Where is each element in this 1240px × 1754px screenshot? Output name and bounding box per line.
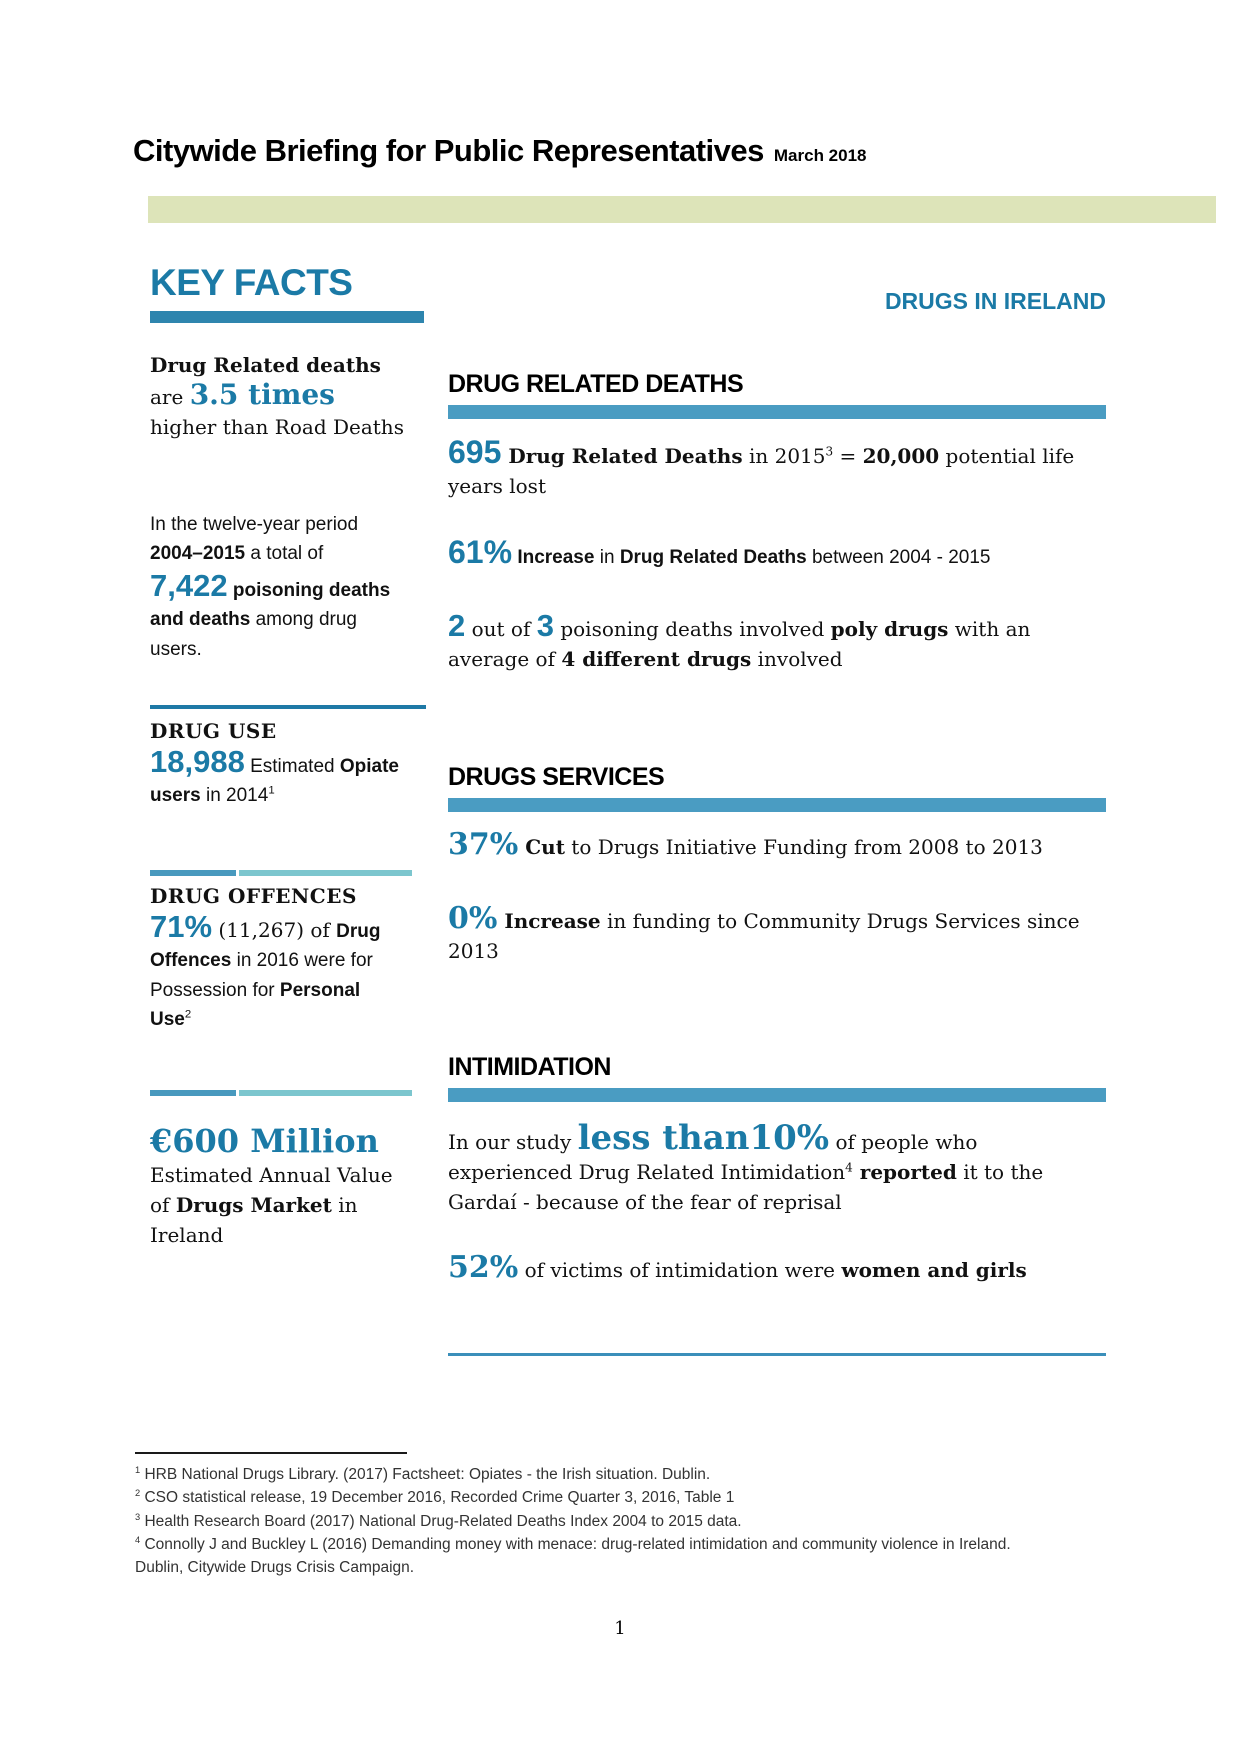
fact-poly-drugs: 2 out of 3 poisoning deaths involved poly drugs with an average of 4 different drugs involved (448, 607, 1031, 671)
divider-drug-use (150, 705, 426, 709)
fact-37-cut: 37% Cut to Drugs Initiative Funding from 2008 to 2013 (448, 827, 1043, 862)
funding-percent: 0% (448, 901, 498, 936)
poly-number-2: 2 (448, 607, 466, 643)
drugs-in-ireland-title: DRUGS IN IRELAND (884, 288, 1106, 314)
drug-use-label: DRUG USE (150, 719, 277, 743)
key-facts-underline (150, 311, 424, 323)
page-number: 1 (614, 1618, 626, 1639)
footnote-ref-2: 2 (184, 1008, 192, 1021)
fact-reporting: In our study less than10% of people who experienced Drug Related Intimidation$^4$ reported it to the Gardaí - because of the fear of reprisal (448, 1118, 1044, 1215)
title-date: March 2018 (773, 146, 867, 165)
footnote-1: $^1$ HRB National Drugs Library. (2017) Factsheet: Opiates - the Irish situation. Dublin. (135, 1464, 711, 1483)
victims-percent: 52% (448, 1250, 519, 1286)
left-column (150, 262, 405, 1412)
footnote-ref-4: 4 (845, 1160, 853, 1175)
fact-road-deaths: Drug Related deaths are 3.5 times higher than Road Deaths (150, 353, 404, 439)
fact-poisoning-deaths: In the twelve-year period 2004–2015 a total of 7,422 poisoning deaths and deaths among drug users. (150, 514, 391, 660)
drug-related-deaths-heading: DRUG RELATED DEATHS (448, 370, 744, 398)
document-title (133, 133, 867, 169)
key-facts-title: KEY FACTS (150, 262, 353, 303)
section-intimidation (448, 1053, 1106, 1285)
reporting-percent: less than10% (577, 1118, 830, 1158)
drug-offences-number: 71% (150, 909, 213, 944)
fact-drugs-market: €600 Million Estimated Annual Value of Drugs Market in Ireland (150, 1122, 393, 1247)
drugs-services-bar (448, 798, 1106, 812)
poly-number-3: 3 (536, 607, 554, 643)
footnote-ref-3: 3 (825, 444, 834, 459)
drugs-market-number: €600 Million (150, 1122, 379, 1160)
fact-victims: 52% of victims of intimidation were women and girls (448, 1250, 1027, 1286)
footnote-2: $^2$ CSO statistical release, 19 December 2016, Recorded Crime Quarter 3, 2016, Table 1 (135, 1488, 735, 1507)
fact-drug-use: DRUG USE 18,988 Estimated Opiate users in 2014$^1$ (150, 719, 405, 811)
intimidation-bar (448, 1088, 1106, 1102)
fact-road-deaths-lead: Drug Related deaths (150, 353, 381, 377)
increase-percent: 61% (448, 534, 513, 570)
key-facts-block (150, 262, 424, 323)
footnotes (135, 1452, 1035, 1579)
intimidation-heading: INTIMIDATION (448, 1053, 611, 1081)
fact-poisoning-number: 7,422 (150, 567, 228, 603)
divider-drugs-market (150, 1090, 412, 1096)
section-drugs-services (448, 763, 1106, 966)
footnote-ref-1: 1 (268, 785, 275, 798)
cut-percent: 37% (448, 827, 519, 862)
fact-695-deaths: 695 Drug Related Deaths in $2015^3 = 20,000$ potential life years lost (448, 434, 1075, 498)
drug-related-deaths-bar (448, 405, 1106, 419)
section-drug-related-deaths (448, 370, 1106, 674)
drug-use-number: 18,988 (150, 744, 245, 779)
drug-offences-label: DRUG OFFENCES (150, 884, 357, 908)
right-column (448, 288, 1106, 1388)
title-text: Citywide Briefing for Public Representatives (133, 133, 764, 168)
deaths-number: 695 (448, 434, 502, 470)
right-column-bottom-rule (448, 1353, 1106, 1356)
green-accent-band (148, 196, 1216, 223)
footnote-3: $^3$ Health Research Board (2017) National Drug-Related Deaths Index 2004 to 2015 data. (135, 1511, 742, 1530)
fact-0-increase: 0% Increase in funding to Community Drugs Services since 2013 (448, 901, 1080, 963)
fact-61-increase: 61% Increase in Drug Related Deaths between 2004 - 2015 (448, 534, 991, 570)
drugs-services-heading: DRUGS SERVICES (448, 763, 665, 791)
divider-drug-offences (150, 870, 412, 876)
fact-road-deaths-number: 3.5 times (189, 378, 335, 411)
fact-drug-offences: DRUG OFFENCES 71% (11,267) of Drug Offences in 2016 were for Possession for Personal Use$^2$ (150, 884, 405, 1035)
footnote-4: $^4$ Connolly J and Buckley L (2016) Demanding money with menace: drug-related intimidation and community violence in Ireland. Dublin, Citywide Drugs Crisis Campaign. (135, 1534, 1011, 1576)
footnote-separator (135, 1452, 407, 1454)
